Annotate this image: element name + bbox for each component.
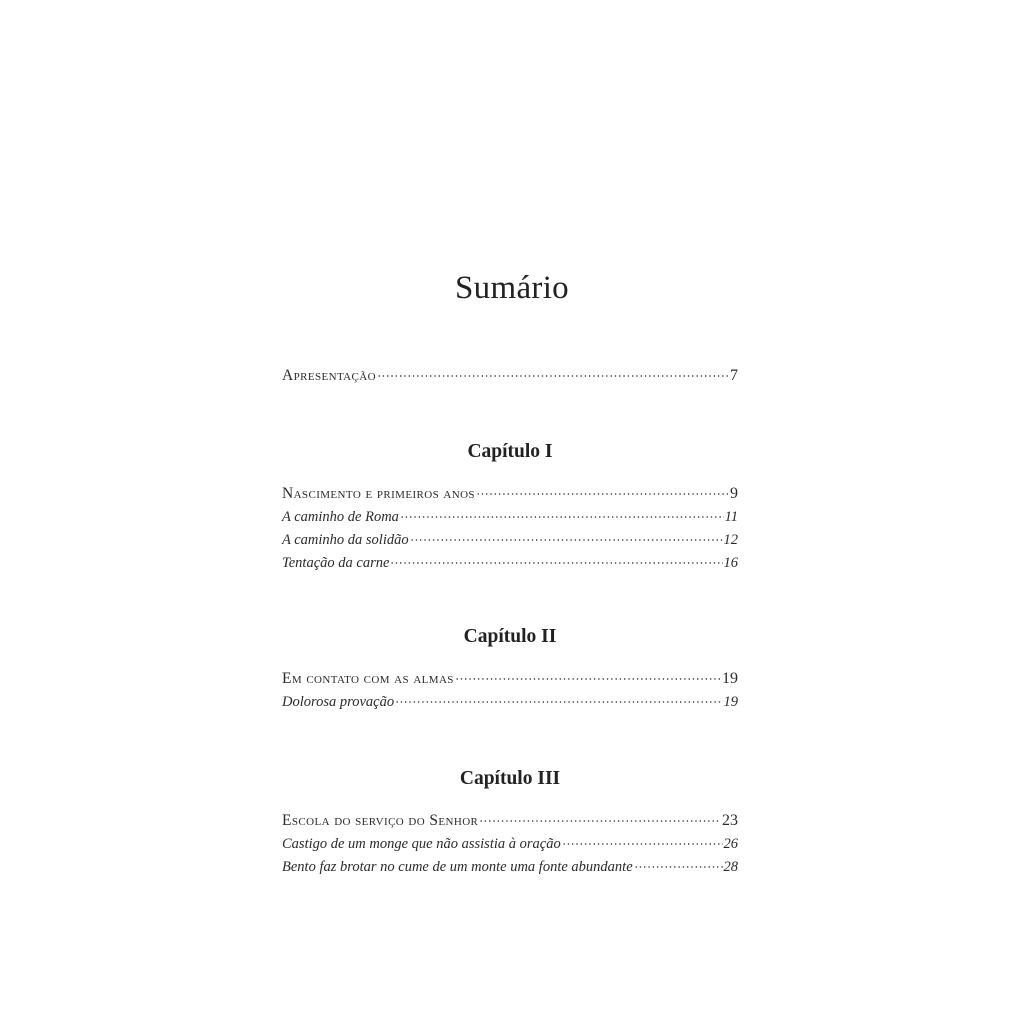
toc-entry-page: 9 [730,485,738,502]
toc-entry-label: Em contato com as almas [282,670,454,687]
toc-entry [282,855,738,878]
toc-entry-label: A caminho da solidão [282,532,409,548]
toc-entry-label: Dolorosa provação [282,694,395,710]
dot-leader [400,503,724,519]
dot-leader [390,549,722,565]
toc-entry-page: 12 [723,532,738,548]
toc-entry-page: 7 [730,367,738,384]
dot-leader [410,526,723,542]
toc-entry-page: 16 [723,555,738,571]
dot-leader [562,830,723,846]
toc-entry-page: 23 [722,812,738,829]
toc-entry [282,667,738,690]
chapter-heading: Capítulo III [459,768,561,789]
page-title: Sumário [455,270,569,306]
toc-entry-label: Tentação da carne [282,555,390,571]
toc-entry [282,364,738,387]
toc-entry-label: Bento faz brotar no cume de um monte uma fonte abundante [282,859,633,875]
toc-entry-page: 26 [723,836,738,852]
dot-leader [455,665,721,681]
chapter-heading: Capítulo I [467,441,553,462]
toc-intro [282,364,738,387]
dot-leader [479,807,721,823]
toc-entry [282,505,738,528]
toc-entry-label: Castigo de um monge que não assistia à oração [282,836,561,852]
dot-leader [377,362,729,378]
dot-leader [634,853,723,869]
toc-entry [282,528,738,551]
toc-entry-page: 11 [724,509,738,525]
toc-chapter-3 [282,809,738,878]
toc-entry-page: 28 [723,859,738,875]
dot-leader [395,688,722,704]
toc-entry [282,551,738,574]
toc-entry-label: A caminho de Roma [282,509,399,525]
toc-entry-page: 19 [722,670,738,687]
chapter-heading: Capítulo II [463,626,557,647]
toc-entry [282,482,738,505]
toc-chapter-2 [282,667,738,713]
dot-leader [476,480,729,496]
toc-entry-page: 19 [723,694,738,710]
toc-entry-label: Escola do serviço do Senhor [282,812,479,829]
toc-entry [282,690,738,713]
toc-entry [282,832,738,855]
toc-chapter-1 [282,482,738,574]
toc-entry [282,809,738,832]
toc-entry-label: Nascimento e primeiros anos [282,485,475,502]
toc-entry-label: Apresentação [282,367,376,384]
